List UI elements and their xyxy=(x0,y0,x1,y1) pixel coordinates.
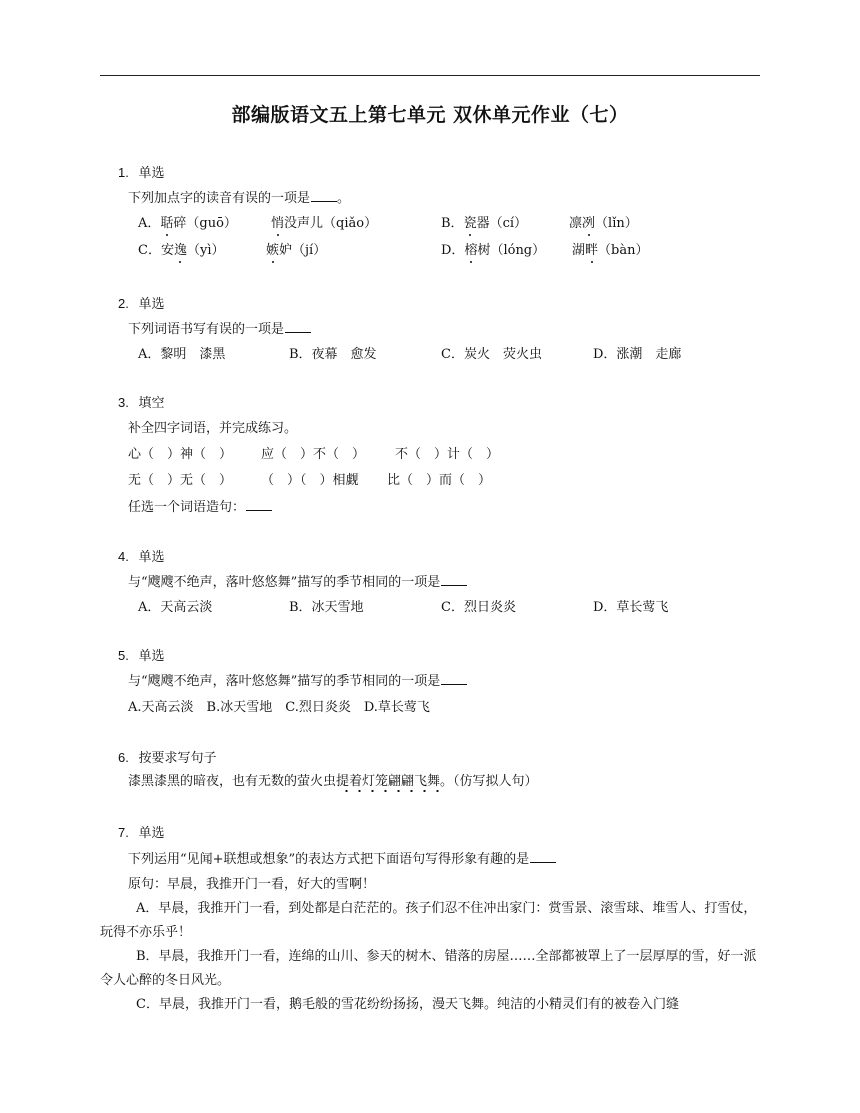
q3-task-text: 任选一个词语造句： xyxy=(128,500,246,515)
answer-blank[interactable] xyxy=(311,189,337,202)
q3-type: 填空 xyxy=(138,395,165,410)
q3-stem: 补全四字词语，并完成练习。 xyxy=(128,421,298,436)
q7-original-sentence: 原句：早晨，我推开门一看，好大的雪啊！ xyxy=(128,877,376,892)
q1-option-a1[interactable] xyxy=(138,215,237,233)
q1-option-a2[interactable] xyxy=(271,215,377,233)
q4-option-a[interactable]: A．天高云淡 xyxy=(138,600,213,615)
q4-stem-text: 与“飕飕不绝声，落叶悠悠舞”描写的季节相同的一项是 xyxy=(128,575,441,590)
option-text: 没声儿（qiǎo） xyxy=(284,216,378,231)
q4-option-c[interactable]: C．烈日炎炎 xyxy=(441,600,516,615)
q3-number: 3. xyxy=(118,395,129,410)
q1-option-c2[interactable] xyxy=(266,242,326,260)
q3-idiom-3[interactable]: 不（ ）计（ ） xyxy=(395,447,500,462)
q6-type: 按要求写句子 xyxy=(138,750,217,765)
q1-type: 单选 xyxy=(138,165,165,180)
dotted-char: 聒 xyxy=(160,216,174,231)
option-text: （yì） xyxy=(186,243,225,258)
dotted-char: 悄 xyxy=(271,216,285,231)
q7-header xyxy=(118,824,164,842)
q5-stem xyxy=(128,672,467,691)
q2-number: 2. xyxy=(118,296,129,311)
answer-blank[interactable] xyxy=(246,498,272,511)
q2-type: 单选 xyxy=(138,296,165,311)
q5-type: 单选 xyxy=(138,648,165,663)
q3-header xyxy=(118,394,164,412)
q6-header xyxy=(118,749,216,767)
q7-option-a[interactable]: A．早晨，我推开门一看，到处都是白茫茫的。孩子们忍不住冲出家门：赏雪景、滚雪球、堆雪人、打雪仗，玩得不亦乐乎！ xyxy=(100,901,757,940)
q5-stem-text: 与“飕飕不绝声，落叶悠悠舞”描写的季节相同的一项是 xyxy=(128,674,441,689)
option-label: C．安 xyxy=(138,243,174,258)
option-text: 碎（guō） xyxy=(173,216,237,231)
option-text: 树（lóng） xyxy=(477,243,546,258)
q2-option-c[interactable]: C．炭火 荧火虫 xyxy=(441,347,542,362)
q6-stem-end: 。（仿写拟人句） xyxy=(440,774,538,789)
answer-blank[interactable] xyxy=(285,320,311,333)
dotted-char: 嫉 xyxy=(266,243,280,258)
dotted-char: 逸 xyxy=(173,243,187,258)
q4-option-d[interactable]: D．草长莺飞 xyxy=(593,600,669,615)
q6-number: 6. xyxy=(118,750,129,765)
q6-stem-text: 漆黑漆黑的暗夜，也有无数的萤火虫 xyxy=(128,774,337,789)
q3-idiom-6[interactable]: 比（ ）而（ ） xyxy=(387,473,492,488)
q6-stem xyxy=(128,773,538,791)
q3-idiom-4[interactable]: 无（ ）无（ ） xyxy=(128,473,233,488)
q2-stem-text: 下列词语书写有误的一项是 xyxy=(128,322,285,337)
q3-task xyxy=(128,498,272,517)
q7-stem xyxy=(128,850,556,869)
q2-header xyxy=(118,295,164,313)
option-text: （bàn） xyxy=(598,243,649,258)
answer-blank[interactable] xyxy=(530,850,556,863)
q1-option-d1[interactable] xyxy=(441,242,545,260)
q6-dotted-phrase: 提着灯笼翩翩飞舞 xyxy=(336,774,440,793)
option-label: B． xyxy=(441,216,464,231)
q2-option-b[interactable]: B．夜幕 愈发 xyxy=(289,347,377,362)
q7-stem-text: 下列运用“见闻+联想或想象”的表达方式把下面语句写得形象有趣的是 xyxy=(128,852,530,867)
q1-stem-end: 。 xyxy=(337,191,351,206)
q3-idiom-2[interactable]: 应（ ）不（ ） xyxy=(261,447,366,462)
dotted-char: 瓷 xyxy=(463,216,477,231)
q1-header xyxy=(118,164,164,182)
option-text: 妒（jí） xyxy=(279,243,327,258)
top-divider xyxy=(100,75,760,76)
q7-option-c[interactable]: C．早晨，我推开门一看，鹅毛般的雪花纷纷扬扬，漫天飞舞。纯洁的小精灵们有的被卷入门缝 xyxy=(136,997,679,1012)
answer-blank[interactable] xyxy=(441,672,467,685)
q1-option-d2[interactable] xyxy=(572,242,648,260)
option-label: D． xyxy=(441,243,465,258)
q1-option-c1[interactable] xyxy=(138,242,224,260)
dotted-char: 冽 xyxy=(582,216,596,231)
q4-type: 单选 xyxy=(138,549,165,564)
q3-idiom-1[interactable]: 心（ ）神（ ） xyxy=(128,447,233,462)
q5-options[interactable]: A.天高云淡 B.冰天雪地 C.烈日炎炎 D.草长莺飞 xyxy=(128,700,430,715)
q1-option-b1[interactable] xyxy=(441,215,527,233)
q1-stem xyxy=(128,189,350,208)
dotted-char: 畔 xyxy=(585,243,599,258)
q4-header xyxy=(118,548,164,566)
q2-option-a[interactable]: A．黎明 漆黑 xyxy=(138,347,226,362)
q1-stem-text: 下列加点字的读音有误的一项是 xyxy=(128,191,311,206)
option-text: 器（cí） xyxy=(476,216,528,231)
q7-option-b[interactable]: B．早晨，我推开门一看，连绵的山川、参天的树木、错落的房屋……全部都被罩上了一层厚厚的雪，好一派令人心醉的冬日风光。 xyxy=(100,949,757,988)
option-text: 湖 xyxy=(572,243,586,258)
answer-blank[interactable] xyxy=(441,573,467,586)
option-text: 凛 xyxy=(569,216,583,231)
q1-option-b2[interactable] xyxy=(569,215,638,233)
q2-option-d[interactable]: D．涨潮 走廊 xyxy=(593,347,682,362)
q7-number: 7. xyxy=(118,825,129,840)
q7-type: 单选 xyxy=(138,825,165,840)
q2-stem xyxy=(128,320,311,339)
option-text: （lǐn） xyxy=(595,216,638,231)
q5-number: 5. xyxy=(118,648,129,663)
page-title: 部编版语文五上第七单元 双休单元作业（七） xyxy=(231,104,629,126)
option-label: A． xyxy=(138,216,161,231)
q3-idiom-5[interactable]: （ ）（ ）相觑 xyxy=(261,473,359,488)
q4-option-b[interactable]: B．冰天雪地 xyxy=(289,600,364,615)
q1-number: 1. xyxy=(118,165,129,180)
q4-stem xyxy=(128,573,467,592)
dotted-char: 榕 xyxy=(464,243,478,258)
q4-number: 4. xyxy=(118,549,129,564)
q5-header xyxy=(118,647,164,665)
